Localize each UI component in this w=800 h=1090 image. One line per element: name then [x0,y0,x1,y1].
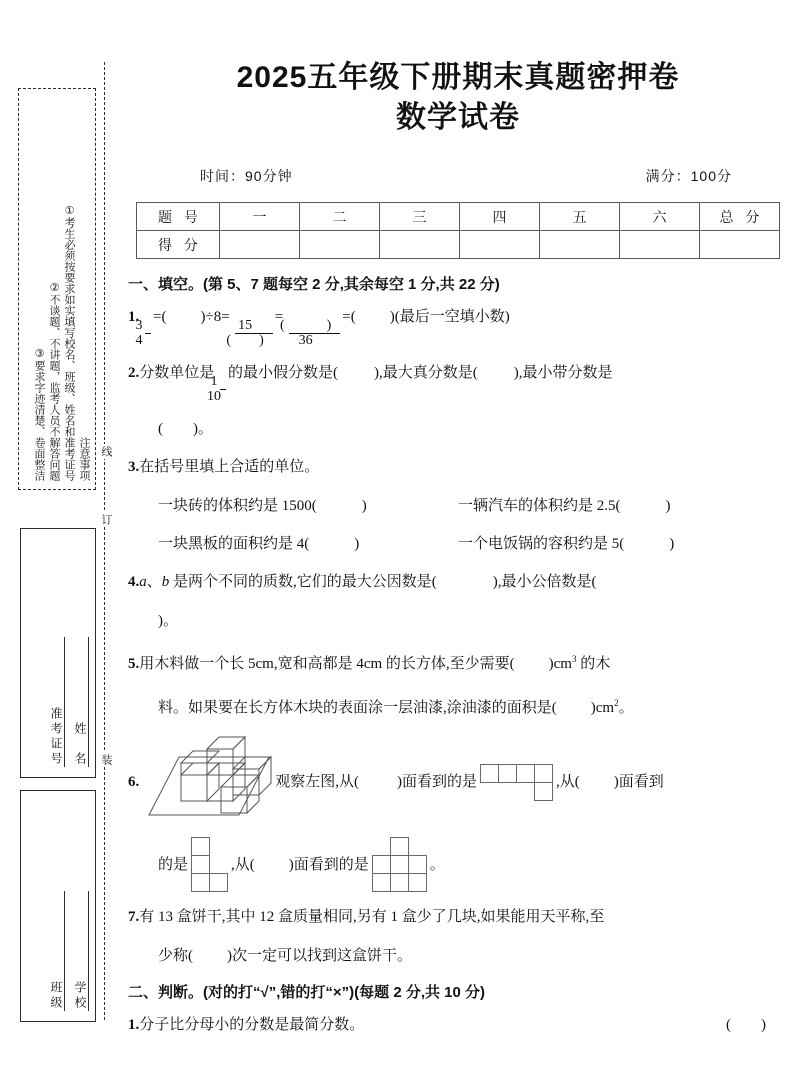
field-exam-number-label: 准考证号 [49,707,63,767]
identity-box-name [20,528,96,778]
field-class-rule [64,891,65,1011]
field-name[interactable] [73,637,89,767]
identity-box-school [20,790,96,1022]
q2-text-1: 分数单位是 [139,365,215,382]
field-exam-number[interactable] [49,637,65,767]
q2-text-3: ),最大真分数是( [374,365,478,382]
field-class[interactable] [49,891,65,1011]
score-col-2: 二 [300,203,380,231]
score-cell-3[interactable] [380,231,460,259]
q3-item-4: 一个电饭锅的容积约是 5( ) [458,536,675,553]
question-5-continuation [128,688,788,723]
score-col-5: 五 [540,203,620,231]
q5-text-3: 的木 [576,656,611,673]
notice-title: 注意事项 [78,437,90,481]
score-table-rowhead-score: 得 分 [137,231,220,259]
q2-frac1-denominator: 10 [220,389,226,405]
q2-text-2: 的最小假分数是( [228,365,339,382]
view-shape-3-grid [372,837,427,892]
binding-mark-ding: 订 [97,512,113,527]
score-table-header-row [137,203,780,231]
exam-duration: 时间：90分钟 [200,168,293,184]
score-cell-4[interactable] [460,231,540,259]
notice-item-2: ②不谈题、不讲题，监考人员不解答问题 [48,281,60,481]
q1-frac1-numerator: 3 [135,317,143,333]
question-6-continuation [128,837,788,892]
question-1-number: 1. [128,309,140,325]
question-5-number: 5. [128,656,140,673]
view-shape-3 [372,837,427,892]
binding-sidebar [0,0,120,1090]
question-6 [128,731,788,833]
q3-text-1: 在括号里填上合适的单位。 [139,459,320,476]
question-7 [128,902,788,932]
q5-text-1: 用木料做一个长 5cm,宽和高都是 4cm 的长方体,至少需要( [139,656,515,673]
q1-frac2-numerator: 15 [238,317,253,333]
notice-box [18,88,96,490]
question-3 [128,452,788,482]
q6-text-7: )面看到的是 [288,856,369,873]
q5-unit-exp-1: 3 [571,654,577,665]
field-name-rule [88,637,89,767]
q4-var-a: a [139,574,147,591]
notice-item-3: ③要求字迹清楚、卷面整洁 [33,347,45,481]
question-body [128,273,788,1040]
judge-q1-answer-bracket[interactable]: ( ) [726,1017,766,1034]
q1-frac3-numerator: ( ) [279,317,332,333]
exam-total-score: 满分：100分 [645,168,732,184]
section-heading-true-false: 二、判断。(对的打“√”,错的打“×”)(每题 2 分,共 10 分) [128,984,486,1002]
score-cell-1[interactable] [220,231,300,259]
section-heading-fill-blank: 一、填空。(第 5、7 题每空 2 分,其余每空 1 分,共 22 分) [128,276,500,293]
view-shape-2 [191,837,228,892]
binding-mark-xian: 线 [97,444,113,459]
q1-fraction-1 [135,317,151,349]
q6-text-1: 观察左图,从( [275,774,359,791]
score-table [136,202,780,259]
q3-item-3: 一块黑板的面积约是 4( ) [158,536,360,553]
binding-mark-zhuang: 装 [97,752,113,767]
score-table-value-row [137,231,780,259]
q6-text-4: )面看到 [613,774,664,791]
field-school-rule [88,891,89,1011]
field-class-label: 班级 [49,981,63,1011]
q1-frac1-denominator: 4 [145,333,151,349]
q6-text-5: 的是 [158,856,189,873]
question-2 [128,358,788,405]
q1-text-5: )(最后一空填小数) [389,309,510,325]
exam-paper [128,0,788,1090]
score-cell-5[interactable] [540,231,620,259]
binding-dashed-line [104,62,105,1020]
view-shape-2-grid [191,837,228,892]
notice-item-1: ①考生必须按要求如实填写校名、班级、姓名和准考证号 [63,204,75,481]
question-7-number: 7. [128,909,140,926]
question-3-number: 3. [128,459,140,476]
q7-text-1: 有 13 盒饼干,其中 12 盒质量相同,另有 1 盒少了几块,如果能用天平称,至 [139,909,605,926]
score-col-3: 三 [380,203,460,231]
q6-text-8: 。 [429,856,445,873]
q5-text-5: )cm [590,700,615,717]
q1-text-1: =( [153,309,167,325]
page-title-line1: 2025五年级下册期末真题密押卷 [236,61,680,94]
question-5 [128,644,788,679]
q4-var-b: b [161,574,170,591]
score-cell-total[interactable] [700,231,780,259]
question-6-number: 6. [128,774,140,791]
score-col-4: 四 [460,203,540,231]
q1-text-4: =( [342,309,356,325]
field-school-label: 学校 [73,981,87,1011]
q3-item-2: 一辆汽车的体积约是 2.5( ) [458,498,671,515]
score-col-1: 一 [220,203,300,231]
q5-text-4: 料。如果要在长方体木块的表面涂一层油漆,涂油漆的面积是( [158,700,557,717]
field-school[interactable] [73,891,89,1011]
question-4-continuation: )。 [158,613,178,630]
q1-fraction-3 [279,317,340,349]
q2-text-4: ),最小带分数是 [513,365,613,382]
question-4 [128,567,788,597]
title-block [128,0,788,138]
question-4-number: 4. [128,574,140,591]
field-name-label: 姓 名 [73,722,87,767]
score-col-total: 总 分 [700,203,780,231]
q1-text-3: = [274,309,284,325]
score-table-rowhead-question: 题 号 [137,203,220,231]
view-shape-1-grid [480,764,553,801]
score-col-6: 六 [620,203,700,231]
judge-q1-body [128,1010,365,1040]
q4-text-sep: 、 [146,574,162,591]
q7-text-3: )次一定可以找到这盒饼干。 [227,948,412,965]
question-3-row-2 [128,529,788,559]
question-3-row-1 [128,491,788,521]
question-2-number: 2. [128,365,140,382]
q1-frac2-denominator: ( ) [235,333,272,349]
score-cell-6[interactable] [620,231,700,259]
q2-fraction-1 [207,373,226,405]
q7-text-2: 少称( [158,948,193,965]
q6-text-6: ,从( [231,856,255,873]
question-7-continuation [128,941,788,971]
q5-text-2: )cm [548,656,572,673]
q1-text-2: )÷8= [200,309,230,325]
view-shape-1 [480,764,553,801]
judge-question-1 [128,1010,788,1040]
q5-unit-exp-2: 2 [614,698,619,709]
question-1 [128,302,788,349]
field-exam-number-rule [64,637,65,767]
q1-frac3-denominator: 36 [289,333,340,349]
q3-item-1: 一块砖的体积约是 1500( ) [158,498,367,515]
cube-stack-svg [143,731,275,823]
question-2-continuation: ( )。 [158,421,213,438]
score-cell-2[interactable] [300,231,380,259]
q4-text-1: 是两个不同的质数,它们的最大公因数是( [169,574,437,591]
q4-text-2: ),最小公倍数是( [492,574,597,591]
exam-meta-row [128,166,788,186]
q6-text-2: )面看到的是 [397,774,477,791]
page-title-line2: 数学试卷 [396,101,520,134]
q1-fraction-2 [226,317,272,349]
judge-q1-text: 分子比分母小的分数是最简分数。 [139,1017,365,1034]
cube-stack-figure [143,731,275,833]
q2-frac1-numerator: 1 [210,373,218,389]
q6-text-3: ,从( [556,774,580,791]
q5-text-6: 。 [618,700,634,717]
judge-q1-number: 1. [128,1017,140,1034]
